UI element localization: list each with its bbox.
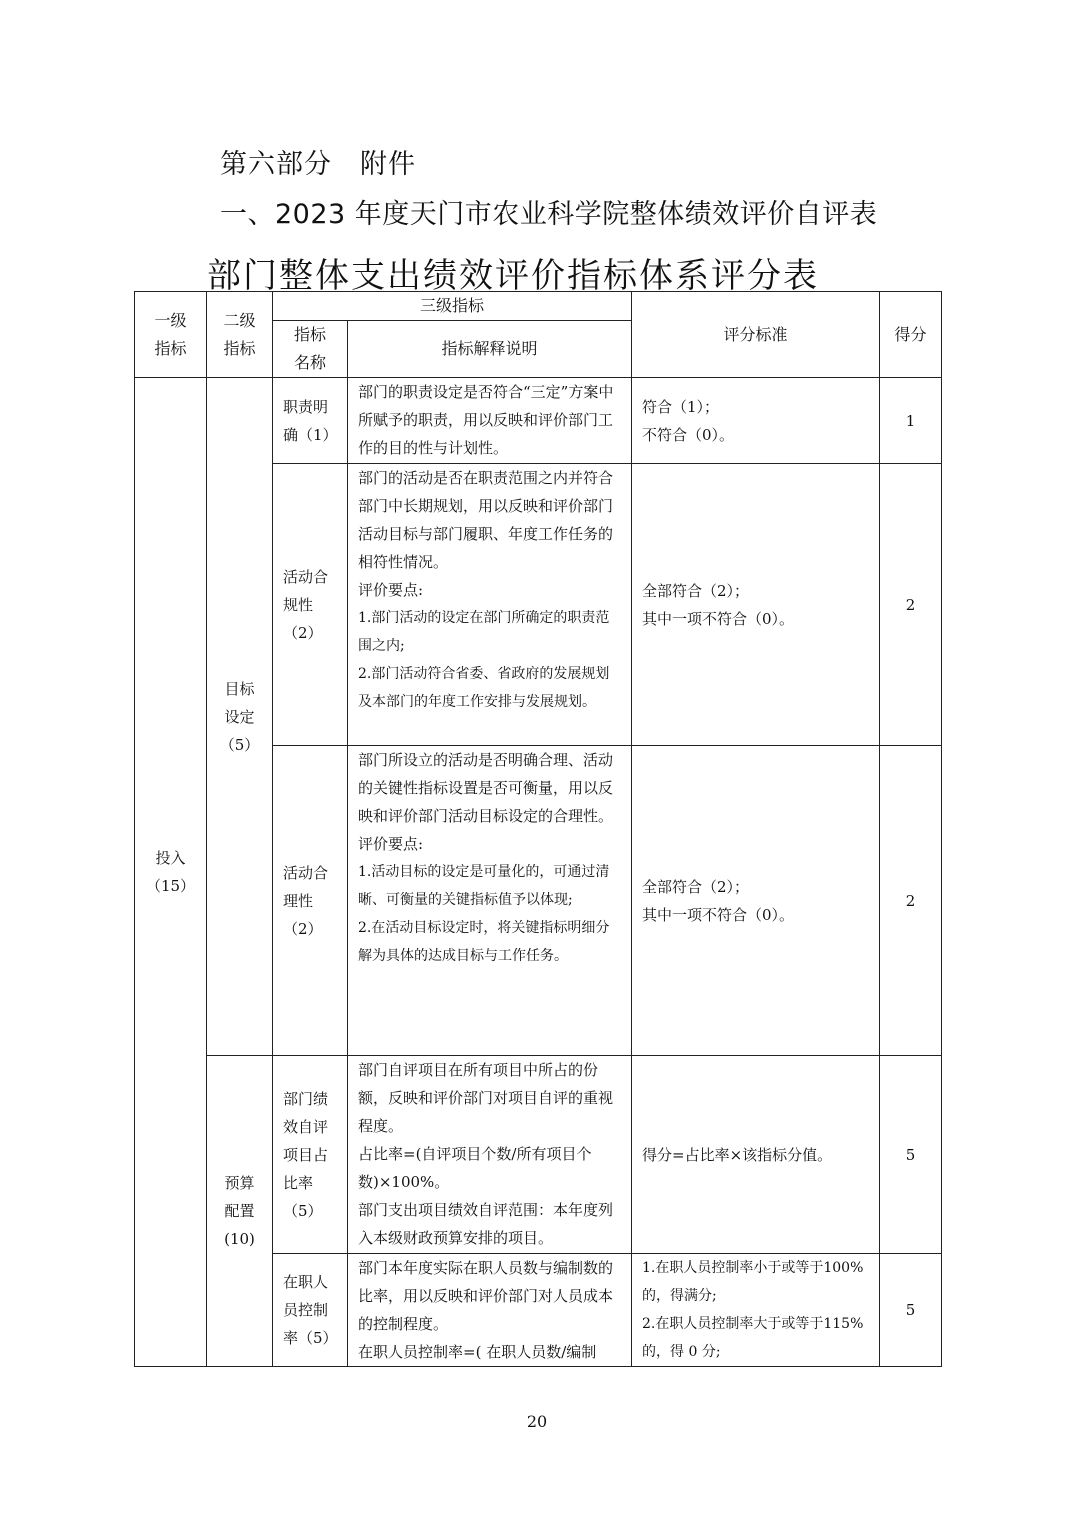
desc-paragraph: 评价要点:: [358, 835, 424, 853]
indicator-desc: [348, 746, 632, 1056]
desc-paragraph: 部门所设立的活动是否明确合理、活动的关键性指标设置是否可衡量，用以反映和评价部门活动目标设定的合理性。: [358, 751, 614, 825]
page-number: 20: [526, 1412, 548, 1431]
score-value: 5: [880, 1254, 942, 1367]
evaluation-table: [134, 291, 942, 1367]
header-level1: 一级 指标: [135, 292, 207, 378]
desc-paragraph: 评价要点:: [358, 581, 424, 599]
indicator-name: 职责明 确（1）: [273, 378, 348, 464]
scoring-standard: 全部符合（2）； 其中一项不符合（0）。: [632, 464, 880, 746]
indicator-desc: [348, 378, 632, 464]
desc-paragraph: 部门本年度实际在职人员数与编制数的比率，用以反映和评价部门对人员成本的控制程度。: [358, 1259, 614, 1333]
indicator-name: 在职人 员控制 率（5）: [273, 1254, 348, 1367]
desc-paragraph: 部门的活动是否在职责范围之内并符合部门中长期规划，用以反映和评价部门活动目标与部门履职、年度工作任务的相符性情况。: [358, 469, 614, 571]
header-level3-name: 指标 名称: [273, 321, 348, 378]
indicator-desc: [348, 1254, 632, 1367]
part-heading: 第六部分 附件: [220, 149, 416, 180]
score-value: 1: [880, 378, 942, 464]
desc-paragraph: 占比率=(自评项目个数/所有项目个数)×100%。: [358, 1145, 592, 1191]
scoring-standard: 1.在职人员控制率小于或等于100%的，得满分; 2.在职人员控制率大于或等于115%的，得 0 分;: [632, 1254, 880, 1367]
desc-paragraph: 1.活动目标的设定是可量化的，可通过清晰、可衡量的关键指标值予以体现;: [358, 864, 610, 908]
indicator-name: 活动合 规性 （2）: [273, 464, 348, 746]
desc-paragraph: 2.部门活动符合省委、省政府的发展规划及本部门的年度工作安排与发展规划。: [358, 666, 610, 710]
header-standard: 评分标准: [632, 292, 880, 378]
score-value: 2: [880, 746, 942, 1056]
indicator-name: 部门绩 效自评 项目占 比率 （5）: [273, 1056, 348, 1254]
indicator-name: 活动合 理性 （2）: [273, 746, 348, 1056]
indicator-desc: [348, 1056, 632, 1254]
scoring-standard: 得分=占比率×该指标分值。: [632, 1056, 880, 1254]
section-heading: 一、2023 年度天门市农业科学院整体绩效评价自评表: [220, 199, 878, 230]
table-row: [135, 1056, 942, 1254]
level2-cell: 目标 设定 （5）: [207, 378, 273, 1056]
desc-paragraph: 在职人员控制率=( 在职人员数/编制: [358, 1343, 597, 1361]
header-level2: 二级 指标: [207, 292, 273, 378]
header-level3: 三级指标: [273, 292, 632, 321]
desc-paragraph: 2.在活动目标设定时，将关键指标明细分解为具体的达成目标与工作任务。: [358, 920, 610, 964]
header-score: 得分: [880, 292, 942, 378]
scoring-standard: 符合（1）； 不符合（0）。: [632, 378, 880, 464]
scoring-standard: 全部符合（2）； 其中一项不符合（0）。: [632, 746, 880, 1056]
table-row: [135, 378, 942, 464]
indicator-desc: [348, 464, 632, 746]
table-title: 部门整体支出绩效评价指标体系评分表: [207, 256, 819, 296]
score-value: 5: [880, 1056, 942, 1254]
desc-paragraph: 部门的职责设定是否符合“三定”方案中所赋予的职责，用以反映和评价部门工作的目的性与计划性。: [358, 383, 614, 457]
level1-cell: 投入 （15）: [135, 378, 207, 1367]
desc-paragraph: 部门支出项目绩效自评范围：本年度列入本级财政预算安排的项目。: [358, 1201, 614, 1247]
level2-cell: 预算 配置 (10): [207, 1056, 273, 1367]
score-value: 2: [880, 464, 942, 746]
desc-paragraph: 1.部门活动的设定在部门所确定的职责范围之内;: [358, 610, 610, 654]
desc-paragraph: 部门自评项目在所有项目中所占的份额，反映和评价部门对项目自评的重视程度。: [358, 1061, 614, 1135]
header-level3-desc: 指标解释说明: [348, 321, 632, 378]
